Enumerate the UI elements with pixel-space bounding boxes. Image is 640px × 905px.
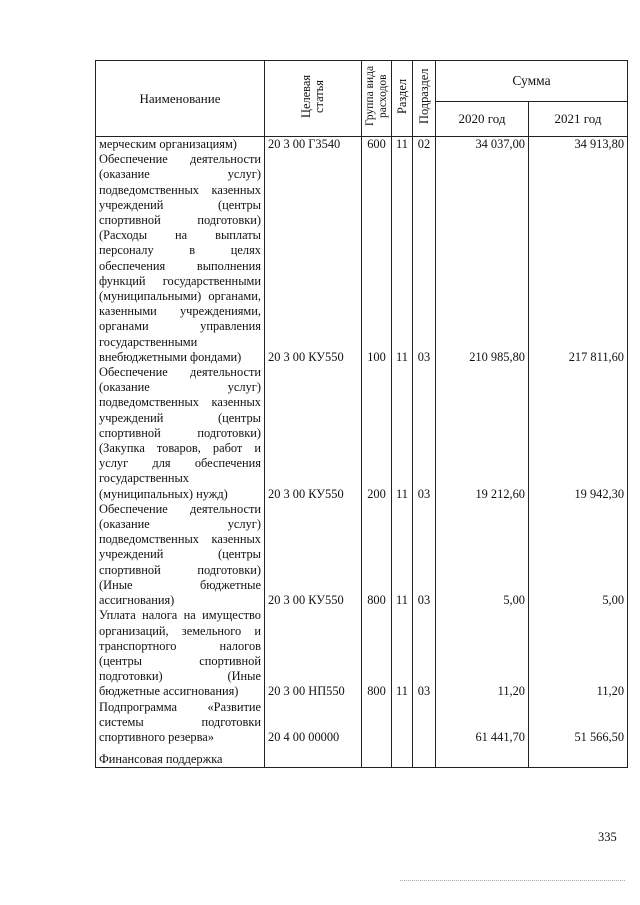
header-name: Наименование xyxy=(96,61,265,137)
row-group xyxy=(362,745,392,768)
row-2021: 217 811,60 xyxy=(529,152,628,365)
header-section xyxy=(392,61,413,137)
header-year-2021: 2021 год xyxy=(529,102,628,137)
row-target: 20 3 00 КУ550 xyxy=(265,502,362,608)
row-name: Обеспечение деятельности (оказание услуг) подведомственных казенных учреждений (центры спортивной подготовки) (Закупка товаров, работ и услуг для обеспечения государственных (муниципальных) нужд) xyxy=(96,365,265,502)
header-expense-group-text: Группа вида расходов xyxy=(364,66,389,127)
row-section: 11 xyxy=(392,502,413,608)
row-section xyxy=(392,700,413,746)
budget-page xyxy=(95,60,627,850)
row-group: 800 xyxy=(362,608,392,699)
row-target: 20 3 00 Г3540 xyxy=(265,137,362,153)
row-subsection: 03 xyxy=(413,608,436,699)
row-group: 200 xyxy=(362,365,392,502)
row-2021 xyxy=(529,745,628,768)
row-2021: 19 942,30 xyxy=(529,365,628,502)
row-target xyxy=(265,745,362,768)
row-2021: 11,20 xyxy=(529,608,628,699)
row-name: мерческим организациям) xyxy=(96,137,265,153)
row-subsection xyxy=(413,745,436,768)
row-section: 11 xyxy=(392,608,413,699)
table-body xyxy=(96,137,628,768)
table-row xyxy=(96,700,628,746)
header-expense-group xyxy=(362,61,392,137)
row-section: 11 xyxy=(392,137,413,153)
table-row xyxy=(96,745,628,768)
table-row xyxy=(96,502,628,608)
row-2020: 210 985,80 xyxy=(436,152,529,365)
footer-divider xyxy=(400,880,625,881)
row-section: 11 xyxy=(392,365,413,502)
header-year-2020: 2020 год xyxy=(436,102,529,137)
row-2020: 61 441,70 xyxy=(436,700,529,746)
row-name: Уплата налога на имущество организаций, земельного и транспортного налогов (центры спортивной подготовки) (Иные бюджетные ассигнования) xyxy=(96,608,265,699)
row-subsection: 03 xyxy=(413,152,436,365)
row-section xyxy=(392,745,413,768)
row-group: 800 xyxy=(362,502,392,608)
row-2020 xyxy=(436,745,529,768)
header-target-text: Целевая статья xyxy=(299,74,326,118)
row-2020: 5,00 xyxy=(436,502,529,608)
page-number: 335 xyxy=(598,830,617,844)
row-target: 20 3 00 КУ550 xyxy=(265,365,362,502)
table-row xyxy=(96,152,628,365)
header-sum: Сумма xyxy=(436,61,628,102)
header-section-text: Раздел xyxy=(394,78,409,114)
row-subsection: 02 xyxy=(413,137,436,153)
row-2021: 34 913,80 xyxy=(529,137,628,153)
header-target xyxy=(265,61,362,137)
table-row xyxy=(96,365,628,502)
row-name: Обеспечение деятельности (оказание услуг) подведомственных казенных учреждений (центры спортивной подготовки) (Расходы на выплаты персоналу в целях обеспечения выполнения функций государственными (муниципальными) органами, казенными учреждениями, органами управления государственными внебюджетными фондами) xyxy=(96,152,265,365)
budget-table xyxy=(95,60,628,768)
row-target: 20 4 00 00000 xyxy=(265,700,362,746)
row-name: Финансовая поддержка xyxy=(96,745,265,768)
row-group: 100 xyxy=(362,152,392,365)
row-subsection: 03 xyxy=(413,502,436,608)
row-subsection xyxy=(413,700,436,746)
row-2020: 34 037,00 xyxy=(436,137,529,153)
row-2020: 19 212,60 xyxy=(436,365,529,502)
row-name: Подпрограмма «Развитие системы подготовки спортивного резерва» xyxy=(96,700,265,746)
row-2021: 51 566,50 xyxy=(529,700,628,746)
table-row xyxy=(96,137,628,153)
row-target: 20 3 00 КУ550 xyxy=(265,152,362,365)
row-name: Обеспечение деятельности (оказание услуг) подведомственных казенных учреждений (центры спортивной подготовки) (Иные бюджетные ассигнования) xyxy=(96,502,265,608)
row-group xyxy=(362,700,392,746)
row-2020: 11,20 xyxy=(436,608,529,699)
row-2021: 5,00 xyxy=(529,502,628,608)
header-subsection-text: Подраздел xyxy=(416,68,431,125)
row-section: 11 xyxy=(392,152,413,365)
table-header xyxy=(96,61,628,137)
row-target: 20 3 00 НП550 xyxy=(265,608,362,699)
table-row xyxy=(96,608,628,699)
header-subsection xyxy=(413,61,436,137)
row-subsection: 03 xyxy=(413,365,436,502)
row-group: 600 xyxy=(362,137,392,153)
